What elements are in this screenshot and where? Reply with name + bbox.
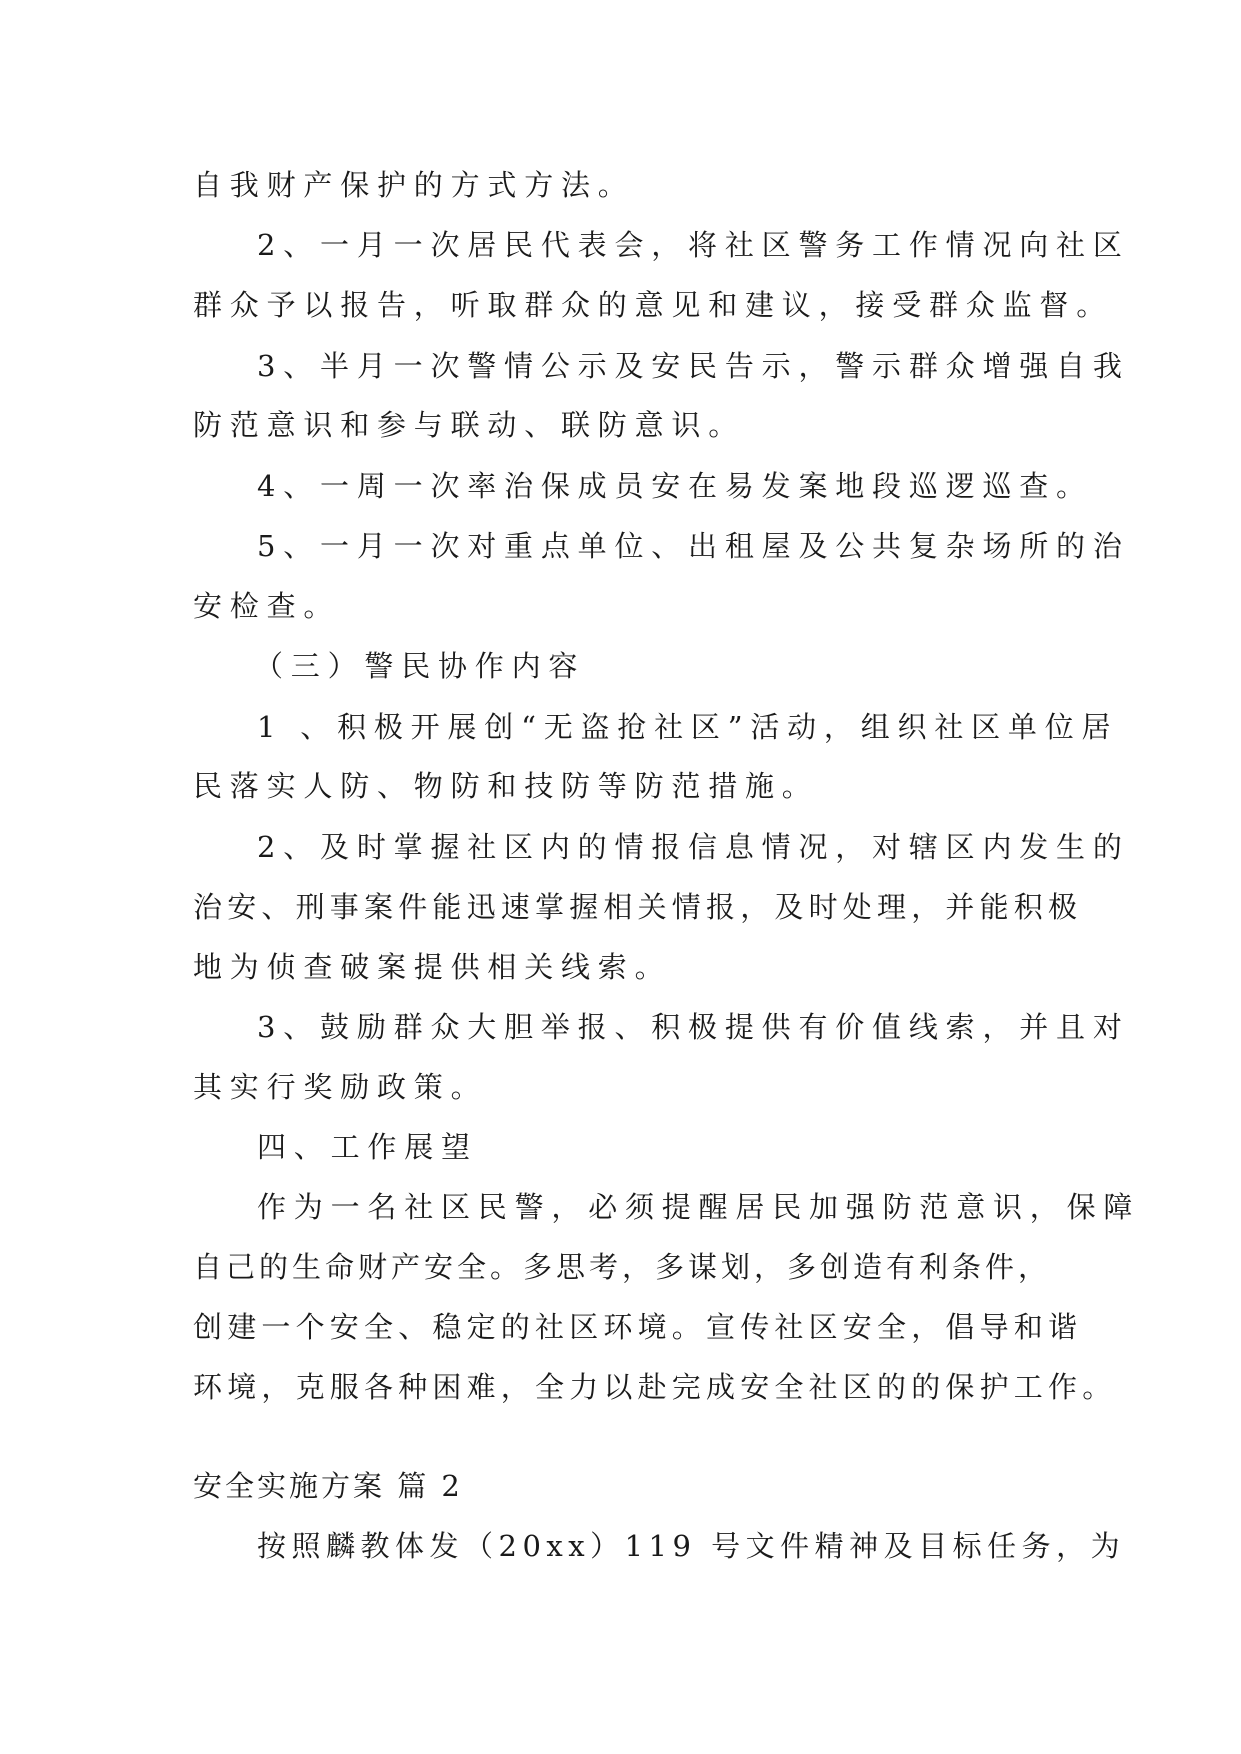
text-line: 作为一名社区民警，必须提醒居民加强防范意识，保障 <box>257 1190 1141 1224</box>
text-line: 防范意识和参与联动、联防意识。 <box>193 408 746 442</box>
text-line: 群众予以报告，听取群众的意见和建议，接受群众监督。 <box>193 288 1114 322</box>
section-heading: （三）警民协作内容 <box>254 649 586 683</box>
text-line: 创建一个安全、稳定的社区环境。宣传社区安全，倡导和谐 <box>193 1310 1083 1344</box>
text-line: 自己的生命财产安全。多思考，多谋划，多创造有利条件， <box>193 1250 1052 1284</box>
text-line: 治安、刑事案件能迅速掌握相关情报，及时处理，并能积极 <box>193 890 1083 924</box>
text-line: 安检查。 <box>193 589 341 623</box>
text-line: 1 、积极开展创“无盗抢社区”活动，组织社区单位居 <box>257 710 1119 744</box>
text-line: 地为侦查破案提供相关线索。 <box>193 950 672 984</box>
text-line: 3、半月一次警情公示及安民告示，警示群众增强自我 <box>257 349 1130 383</box>
document-title: 安全实施方案 篇 2 <box>193 1469 463 1503</box>
text-line: 2、一月一次居民代表会，将社区警务工作情况向社区 <box>257 228 1130 262</box>
text-line: 环境，克服各种困难，全力以赴完成安全社区的的保护工作。 <box>193 1370 1117 1404</box>
text-line: 4、一周一次率治保成员安在易发案地段巡逻巡查。 <box>257 469 1093 503</box>
section-heading: 四、工作展望 <box>257 1130 478 1164</box>
text-line: 按照麟教体发（20xx）119 号文件精神及目标任务，为 <box>257 1529 1126 1563</box>
text-line: 自我财产保护的方式方法。 <box>193 168 635 202</box>
text-line: 2、及时掌握社区内的情报信息情况，对辖区内发生的 <box>257 830 1130 864</box>
text-line: 民落实人防、物防和技防等防范措施。 <box>193 769 819 803</box>
text-line: 其实行奖励政策。 <box>193 1070 488 1104</box>
text-line: 3、鼓励群众大胆举报、积极提供有价值线索，并且对 <box>257 1010 1130 1044</box>
text-line: 5、一月一次对重点单位、出租屋及公共复杂场所的治 <box>257 529 1130 563</box>
